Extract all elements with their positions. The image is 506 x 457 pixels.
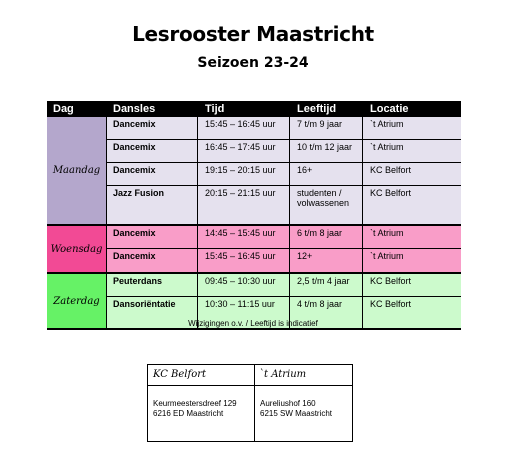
cell-dansles: Dancemix <box>113 228 156 238</box>
locations-header <box>148 365 352 386</box>
cell-tijd: 16:45 – 17:45 uur <box>205 142 276 152</box>
table-row <box>107 117 461 140</box>
day-cell: Zaterdag <box>47 274 107 328</box>
page-title: Lesrooster Maastricht <box>132 22 374 46</box>
table-row <box>107 226 461 249</box>
schedule-table <box>47 101 461 330</box>
table-row <box>107 186 461 225</box>
cell-locatie: `t Atrium <box>370 251 404 261</box>
group-woensdag <box>47 226 461 274</box>
address-line: Keurmeestersdreef 129 <box>153 399 237 408</box>
table-row <box>107 163 461 186</box>
cell-locatie: KC Belfort <box>370 299 412 309</box>
address-line: Aureliushof 160 <box>260 399 316 408</box>
address-line: 6215 SW Maastricht <box>260 409 333 418</box>
cell-leeftijd: studenten / volwassenen <box>297 188 350 208</box>
address-line: 6216 ED Maastricht <box>153 409 224 418</box>
cell-tijd: 15:45 – 16:45 uur <box>205 119 276 129</box>
cell-dansles: Peuterdans <box>113 276 163 286</box>
cell-tijd: 20:15 – 21:15 uur <box>205 188 276 198</box>
cell-tijd: 10:30 – 11:15 uur <box>205 299 275 309</box>
cell-leeftijd: 12+ <box>297 251 313 261</box>
location-address-atrium <box>260 399 332 419</box>
location-name-atrium: `t Atrium <box>259 369 307 380</box>
header-dag: Dag <box>53 103 74 115</box>
cell-dansles: Dancemix <box>113 165 156 175</box>
header-tijd: Tijd <box>205 103 225 115</box>
cell-locatie: KC Belfort <box>370 276 412 286</box>
table-row <box>107 140 461 163</box>
cell-leeftijd: 7 t/m 9 jaar <box>297 119 343 129</box>
day-cell: Woensdag <box>47 226 107 272</box>
column-divider <box>254 365 255 441</box>
column-divider <box>362 226 363 272</box>
cell-dansles: Dancemix <box>113 142 156 152</box>
column-divider <box>197 226 198 272</box>
group-maandag <box>47 117 461 226</box>
day-cell: Maandag <box>47 117 107 224</box>
cell-tijd: 14:45 – 15:45 uur <box>205 228 276 238</box>
cell-locatie: `t Atrium <box>370 228 404 238</box>
cell-leeftijd: 6 t/m 8 jaar <box>297 228 343 238</box>
location-address-belfort <box>153 399 237 419</box>
cell-locatie: KC Belfort <box>370 188 412 198</box>
column-divider <box>289 226 290 272</box>
cell-leeftijd: 2,5 t/m 4 jaar <box>297 276 350 286</box>
column-divider <box>362 117 363 224</box>
cell-dansles: Dansoriëntatie <box>113 299 176 309</box>
page-subtitle: Seizoen 23-24 <box>197 55 309 71</box>
header-dansles: Dansles <box>113 103 156 115</box>
column-divider <box>197 117 198 224</box>
cell-tijd: 09:45 – 10:30 uur <box>205 276 276 286</box>
cell-leeftijd: 10 t/m 12 jaar <box>297 142 353 152</box>
cell-leeftijd: 16+ <box>297 165 313 175</box>
cell-tijd: 19:15 – 20:15 uur <box>205 165 276 175</box>
cell-dansles: Dancemix <box>113 119 156 129</box>
cell-locatie: KC Belfort <box>370 165 412 175</box>
cell-dansles: Jazz Fusion <box>113 188 165 198</box>
cell-locatie: `t Atrium <box>370 142 404 152</box>
table-header <box>47 101 461 117</box>
column-divider <box>289 117 290 224</box>
cell-tijd: 15:45 – 16:45 uur <box>205 251 276 261</box>
cell-locatie: `t Atrium <box>370 119 404 129</box>
cell-dansles: Dancemix <box>113 251 156 261</box>
header-locatie: Locatie <box>370 103 409 115</box>
locations-table <box>147 364 353 442</box>
cell-leeftijd: 4 t/m 8 jaar <box>297 299 343 309</box>
schedule-note: Wijzigingen o.v. / Leeftijd is indicatief <box>188 319 318 328</box>
header-leeftijd: Leeftijd <box>297 103 337 115</box>
table-row <box>107 249 461 273</box>
table-row <box>107 274 461 297</box>
location-name-belfort: KC Belfort <box>153 369 207 380</box>
